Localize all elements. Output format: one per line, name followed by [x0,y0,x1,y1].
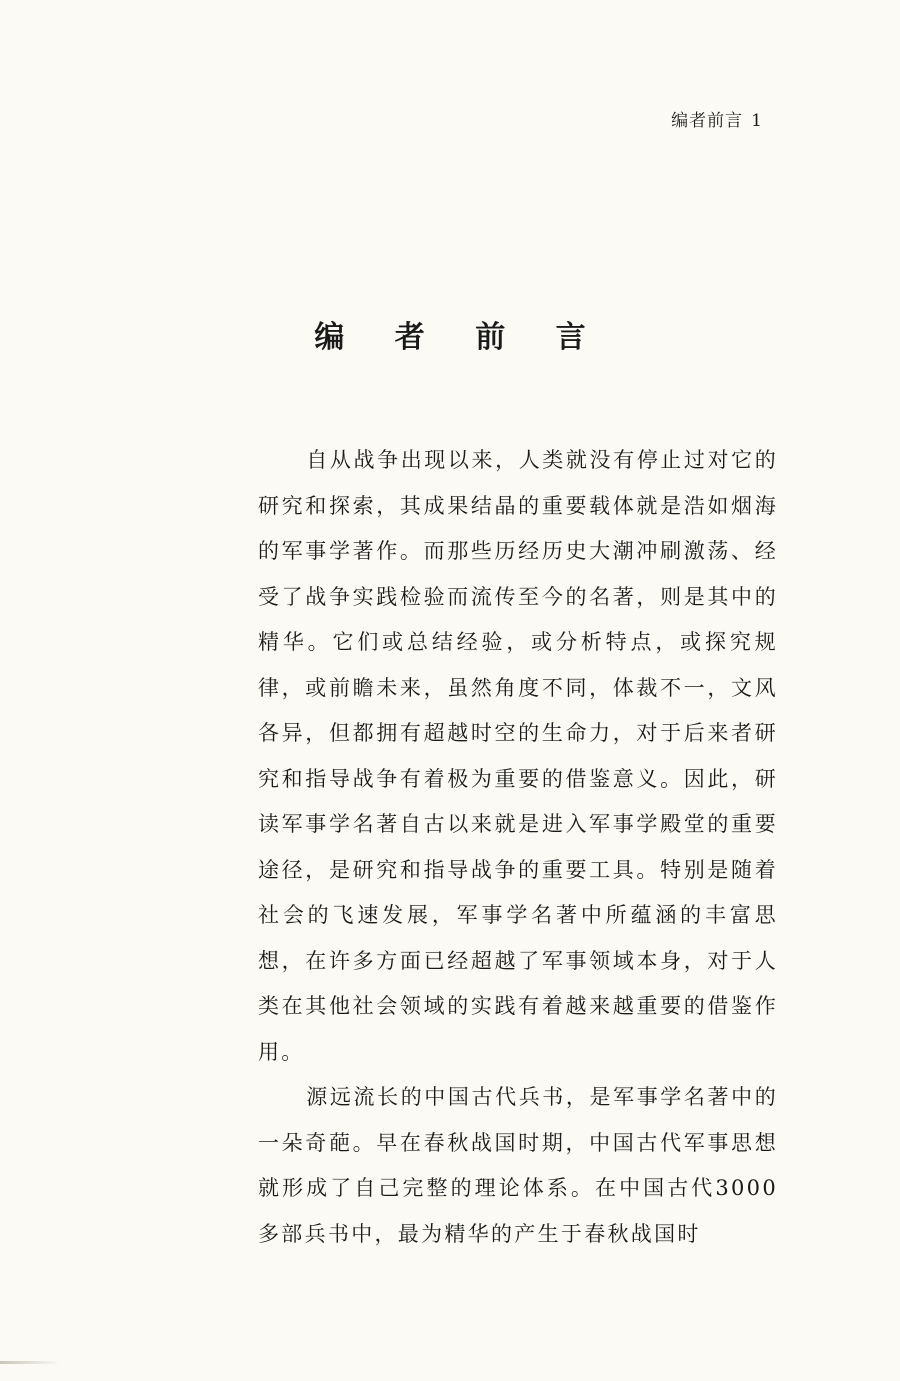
body-text [258,438,778,1257]
running-header-title: 编者前言 [671,111,744,131]
page-number: 1 [751,111,763,131]
chapter-title: 编 者 前 言 [314,320,606,355]
scan-edge-mark [0,1361,60,1364]
running-header [671,106,763,131]
paragraph-2: 源远流长的中国古代兵书，是军事学名著中的一朵奇葩。早在春秋战国时期，中国古代军事思想就形成了自己完整的理论体系。在中国古代3000 多部兵书中，最为精华的产生于春秋战国时 [258,1085,778,1246]
paragraph-1: 自从战争出现以来，人类就没有停止过对它的研究和探索，其成果结晶的重要载体就是浩如烟海的军事学著作。而那些历经历史大潮冲刷激荡、经受了战争实践检验而流传至今的名著，则是其中的精华。它们或总结经验，或分析特点，或探究规律，或前瞻未来，虽然角度不同，体裁不一，文风各异，但都拥有超越时空的生命力，对于后来者研究和指导战争有着极为重要的借鉴意义。因此，研读军事学名著自古以来就是进入军事学殿堂的重要途径，是研究和指导战争的重要工具。特别是随着社会的飞速发展，军事学名著中所蕴涵的丰富思想，在许多方面已经超越了军事领域本身，对于人类在其他社会领域的实践有着越来越重要的借鉴作用。 [258,448,778,1064]
